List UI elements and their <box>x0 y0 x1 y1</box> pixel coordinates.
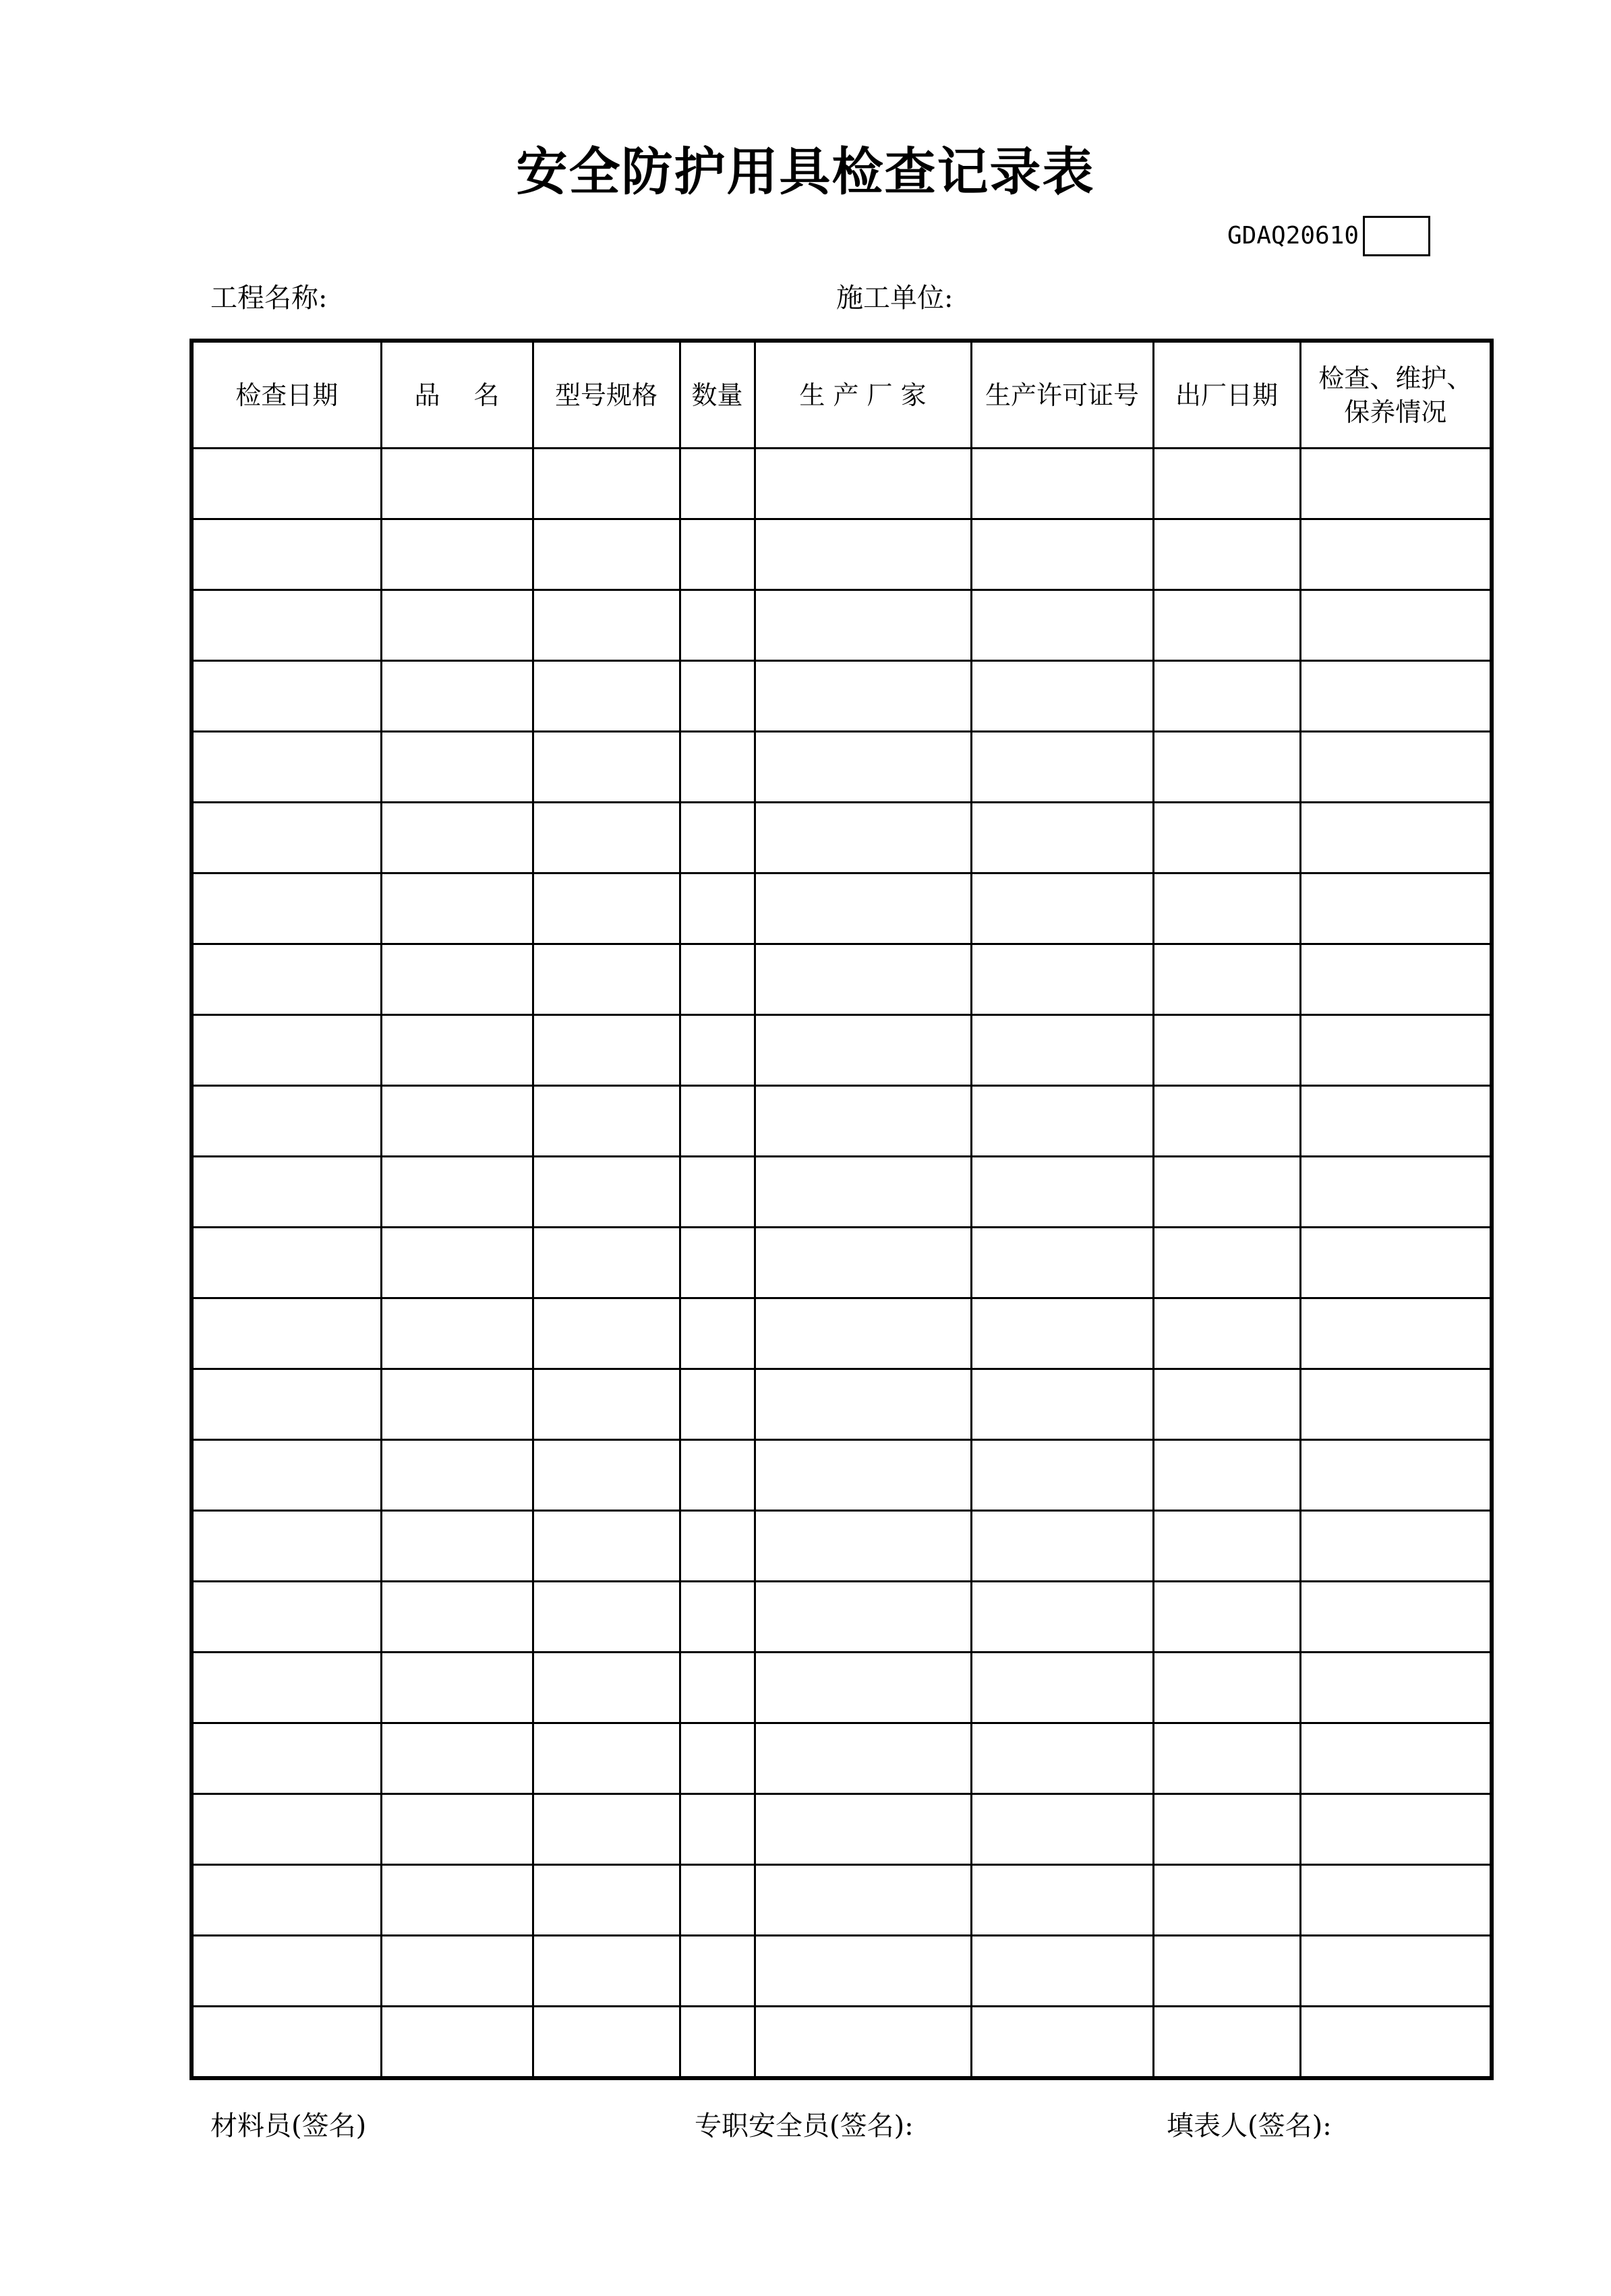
table-cell[interactable] <box>533 944 680 1015</box>
table-cell[interactable] <box>1300 1228 1492 1298</box>
table-cell[interactable] <box>971 449 1153 519</box>
table-cell[interactable] <box>971 590 1153 661</box>
material-clerk-signature-label: 材料员(签名) <box>210 2111 367 2142</box>
table-cell[interactable] <box>1300 1723 1492 1794</box>
column-header-quantity: 数量 <box>680 341 755 449</box>
table-cell[interactable] <box>971 1440 1153 1511</box>
table-cell[interactable] <box>533 1794 680 1865</box>
table-cell[interactable] <box>1153 1228 1300 1298</box>
column-header-check-date: 检查日期 <box>192 341 381 449</box>
table-cell[interactable] <box>1300 661 1492 732</box>
table-cell[interactable] <box>755 449 971 519</box>
table-cell[interactable] <box>533 2007 680 2079</box>
table-cell[interactable] <box>971 1298 1153 1369</box>
table-cell[interactable] <box>971 1936 1153 2007</box>
table-row <box>192 1086 1492 1157</box>
table-cell[interactable] <box>680 1582 755 1653</box>
table-cell[interactable] <box>680 1936 755 2007</box>
table-row <box>192 1511 1492 1582</box>
table-cell[interactable] <box>1153 1440 1300 1511</box>
table-cell[interactable] <box>1300 519 1492 590</box>
table-cell[interactable] <box>192 590 381 661</box>
table-cell[interactable] <box>1153 1653 1300 1723</box>
table-cell[interactable] <box>533 1723 680 1794</box>
table-cell[interactable] <box>192 519 381 590</box>
table-row <box>192 732 1492 803</box>
table-row <box>192 1582 1492 1653</box>
table-cell[interactable] <box>1300 1865 1492 1936</box>
table-cell[interactable] <box>533 1157 680 1228</box>
table-cell[interactable] <box>381 1440 533 1511</box>
table-cell[interactable] <box>755 803 971 873</box>
table-cell[interactable] <box>680 1511 755 1582</box>
table-cell[interactable] <box>381 519 533 590</box>
table-cell[interactable] <box>1300 449 1492 519</box>
table-cell[interactable] <box>1153 1865 1300 1936</box>
table-cell[interactable] <box>381 1865 533 1936</box>
table-cell[interactable] <box>755 1653 971 1723</box>
table-cell[interactable] <box>192 1723 381 1794</box>
table-cell[interactable] <box>381 2007 533 2079</box>
table-cell[interactable] <box>1153 1511 1300 1582</box>
table-cell[interactable] <box>192 1865 381 1936</box>
table-cell[interactable] <box>192 1653 381 1723</box>
table-row <box>192 1157 1492 1228</box>
table-cell[interactable] <box>1153 519 1300 590</box>
table-cell[interactable] <box>755 1723 971 1794</box>
table-cell[interactable] <box>381 1298 533 1369</box>
table-cell[interactable] <box>1153 1794 1300 1865</box>
table-cell[interactable] <box>1153 1298 1300 1369</box>
table-cell[interactable] <box>680 1723 755 1794</box>
table-cell[interactable] <box>1300 1653 1492 1723</box>
table-cell[interactable] <box>1153 732 1300 803</box>
table-cell[interactable] <box>533 661 680 732</box>
table-cell[interactable] <box>533 1015 680 1086</box>
table-cell[interactable] <box>971 1015 1153 1086</box>
table-row <box>192 1369 1492 1440</box>
column-header-license-number: 生产许可证号 <box>971 341 1153 449</box>
table-cell[interactable] <box>1153 944 1300 1015</box>
table-cell[interactable] <box>1300 873 1492 944</box>
table-row <box>192 1228 1492 1298</box>
table-cell[interactable] <box>381 873 533 944</box>
table-cell[interactable] <box>971 1157 1153 1228</box>
table-cell[interactable] <box>1300 803 1492 873</box>
table-cell[interactable] <box>680 1369 755 1440</box>
table-cell[interactable] <box>1153 1157 1300 1228</box>
table-cell[interactable] <box>1153 1723 1300 1794</box>
table-cell[interactable] <box>192 1794 381 1865</box>
table-cell[interactable] <box>971 1865 1153 1936</box>
form-code-row <box>1227 214 1430 258</box>
table-cell[interactable] <box>533 803 680 873</box>
table-cell[interactable] <box>680 1157 755 1228</box>
table-cell[interactable] <box>533 1582 680 1653</box>
table-cell[interactable] <box>1153 873 1300 944</box>
table-cell[interactable] <box>755 1936 971 2007</box>
table-cell[interactable] <box>192 1936 381 2007</box>
table-cell[interactable] <box>533 873 680 944</box>
table-cell[interactable] <box>192 1298 381 1369</box>
table-cell[interactable] <box>680 661 755 732</box>
table-cell[interactable] <box>1300 1511 1492 1582</box>
table-cell[interactable] <box>381 1015 533 1086</box>
table-cell[interactable] <box>680 1794 755 1865</box>
table-cell[interactable] <box>381 1794 533 1865</box>
table-row <box>192 1653 1492 1723</box>
table-cell[interactable] <box>1153 1086 1300 1157</box>
table-cell[interactable] <box>192 1086 381 1157</box>
table-cell[interactable] <box>381 1723 533 1794</box>
table-cell[interactable] <box>1153 1582 1300 1653</box>
column-header-product-name: 品 名 <box>381 341 533 449</box>
table-cell[interactable] <box>381 1157 533 1228</box>
table-row <box>192 661 1492 732</box>
table-row <box>192 803 1492 873</box>
table-cell[interactable] <box>755 873 971 944</box>
table-cell[interactable] <box>192 944 381 1015</box>
table-cell[interactable] <box>755 590 971 661</box>
table-cell[interactable] <box>755 2007 971 2079</box>
table-cell[interactable] <box>381 661 533 732</box>
table-cell[interactable] <box>533 1440 680 1511</box>
table-cell[interactable] <box>1300 1582 1492 1653</box>
table-cell[interactable] <box>1300 1015 1492 1086</box>
table-cell[interactable] <box>971 1653 1153 1723</box>
table-cell[interactable] <box>192 661 381 732</box>
table-row <box>192 944 1492 1015</box>
table-cell[interactable] <box>381 944 533 1015</box>
table-cell[interactable] <box>1300 1298 1492 1369</box>
table-cell[interactable] <box>192 1511 381 1582</box>
table-cell[interactable] <box>192 732 381 803</box>
table-cell[interactable] <box>533 1298 680 1369</box>
table-cell[interactable] <box>533 590 680 661</box>
table-cell[interactable] <box>192 1015 381 1086</box>
table-cell[interactable] <box>755 661 971 732</box>
table-cell[interactable] <box>680 449 755 519</box>
table-row <box>192 449 1492 519</box>
table-cell[interactable] <box>1153 449 1300 519</box>
table-cell[interactable] <box>755 1794 971 1865</box>
table-cell[interactable] <box>1153 1369 1300 1440</box>
table-cell[interactable] <box>680 2007 755 2079</box>
table-cell[interactable] <box>755 1157 971 1228</box>
table-cell[interactable] <box>1300 1086 1492 1157</box>
table-cell[interactable] <box>680 590 755 661</box>
table-cell[interactable] <box>680 1228 755 1298</box>
table-cell[interactable] <box>381 803 533 873</box>
table-cell[interactable] <box>192 2007 381 2079</box>
table-cell[interactable] <box>680 873 755 944</box>
table-cell[interactable] <box>755 732 971 803</box>
table-cell[interactable] <box>533 732 680 803</box>
table-cell[interactable] <box>755 1440 971 1511</box>
table-cell[interactable] <box>1300 1936 1492 2007</box>
table-cell[interactable] <box>1153 661 1300 732</box>
table-cell[interactable] <box>533 1511 680 1582</box>
inspection-record-table <box>189 339 1494 2080</box>
table-cell[interactable] <box>755 1582 971 1653</box>
table-cell[interactable] <box>971 1086 1153 1157</box>
table-cell[interactable] <box>1153 1015 1300 1086</box>
table-cell[interactable] <box>192 1157 381 1228</box>
table-cell[interactable] <box>192 1440 381 1511</box>
table-cell[interactable] <box>755 1086 971 1157</box>
table-cell[interactable] <box>755 1865 971 1936</box>
table-cell[interactable] <box>971 1582 1153 1653</box>
column-header-maintenance-status: 检查、维护、 保养情况 <box>1300 341 1492 449</box>
table-cell[interactable] <box>1153 1936 1300 2007</box>
safety-officer-signature-label: 专职安全员(签名): <box>695 2111 914 2142</box>
form-code: GDAQ20610 <box>1227 222 1359 250</box>
table-cell[interactable] <box>1153 2007 1300 2079</box>
form-filler-signature-label: 填表人(签名): <box>1167 2111 1332 2142</box>
column-header-manufacturer: 生 产 厂 家 <box>755 341 971 449</box>
table-cell[interactable] <box>1300 1794 1492 1865</box>
form-number-box[interactable] <box>1363 216 1430 256</box>
table-cell[interactable] <box>680 1865 755 1936</box>
table-cell[interactable] <box>680 803 755 873</box>
table-row <box>192 2007 1492 2079</box>
table-cell[interactable] <box>381 1086 533 1157</box>
table-cell[interactable] <box>971 803 1153 873</box>
construction-unit-label: 施工单位: <box>836 283 954 314</box>
table-cell[interactable] <box>381 590 533 661</box>
column-header-model-spec: 型号规格 <box>533 341 680 449</box>
table-cell[interactable] <box>381 1936 533 2007</box>
table-cell[interactable] <box>533 1653 680 1723</box>
table-cell[interactable] <box>381 1369 533 1440</box>
table-cell[interactable] <box>192 803 381 873</box>
table-row <box>192 1298 1492 1369</box>
table-cell[interactable] <box>971 1369 1153 1440</box>
table-cell[interactable] <box>680 1440 755 1511</box>
table-cell[interactable] <box>971 1794 1153 1865</box>
table-cell[interactable] <box>192 873 381 944</box>
table-cell[interactable] <box>755 1511 971 1582</box>
table-row <box>192 1723 1492 1794</box>
table-row <box>192 1794 1492 1865</box>
table-header-row <box>192 341 1492 449</box>
table-cell[interactable] <box>381 1228 533 1298</box>
table-row <box>192 1865 1492 1936</box>
table-cell[interactable] <box>533 1936 680 2007</box>
table-cell[interactable] <box>971 661 1153 732</box>
table-cell[interactable] <box>971 2007 1153 2079</box>
table-row <box>192 1015 1492 1086</box>
table-cell[interactable] <box>755 519 971 590</box>
table-cell[interactable] <box>680 944 755 1015</box>
table-cell[interactable] <box>755 944 971 1015</box>
table-cell[interactable] <box>755 1015 971 1086</box>
table-cell[interactable] <box>971 944 1153 1015</box>
table-cell[interactable] <box>381 732 533 803</box>
table-cell[interactable] <box>381 1511 533 1582</box>
table-cell[interactable] <box>192 1369 381 1440</box>
table-cell[interactable] <box>1153 803 1300 873</box>
table-cell[interactable] <box>971 519 1153 590</box>
table-cell[interactable] <box>680 1015 755 1086</box>
table-cell[interactable] <box>755 1369 971 1440</box>
table-cell[interactable] <box>680 1298 755 1369</box>
table-cell[interactable] <box>971 1723 1153 1794</box>
table-cell[interactable] <box>1300 732 1492 803</box>
table-cell[interactable] <box>680 519 755 590</box>
table-row <box>192 1936 1492 2007</box>
table-cell[interactable] <box>533 1228 680 1298</box>
table-cell[interactable] <box>1300 1369 1492 1440</box>
table-cell[interactable] <box>971 1511 1153 1582</box>
column-header-manufacture-date: 出厂日期 <box>1153 341 1300 449</box>
table-row <box>192 590 1492 661</box>
table-row <box>192 1440 1492 1511</box>
table-cell[interactable] <box>971 1228 1153 1298</box>
table-cell[interactable] <box>192 1582 381 1653</box>
table-cell[interactable] <box>1300 944 1492 1015</box>
table-cell[interactable] <box>1300 590 1492 661</box>
table-cell[interactable] <box>381 1582 533 1653</box>
table-row <box>192 873 1492 944</box>
table-cell[interactable] <box>192 449 381 519</box>
table-cell[interactable] <box>1153 590 1300 661</box>
table-row <box>192 519 1492 590</box>
table-cell[interactable] <box>1300 1157 1492 1228</box>
table-cell[interactable] <box>1300 1440 1492 1511</box>
table-cell[interactable] <box>533 1865 680 1936</box>
table-cell[interactable] <box>755 1298 971 1369</box>
project-name-label: 工程名称: <box>210 283 328 314</box>
table-cell[interactable] <box>971 732 1153 803</box>
table-cell[interactable] <box>680 1086 755 1157</box>
table-cell[interactable] <box>533 519 680 590</box>
table-cell[interactable] <box>533 449 680 519</box>
table-cell[interactable] <box>755 1228 971 1298</box>
table-cell[interactable] <box>381 1653 533 1723</box>
table-cell[interactable] <box>381 449 533 519</box>
table-cell[interactable] <box>971 873 1153 944</box>
table-cell[interactable] <box>533 1086 680 1157</box>
table-cell[interactable] <box>680 1653 755 1723</box>
table-cell[interactable] <box>533 1369 680 1440</box>
table-cell[interactable] <box>680 732 755 803</box>
page-title: 安全防护用具检查记录表 <box>516 142 1095 202</box>
table-cell[interactable] <box>192 1228 381 1298</box>
table-cell[interactable] <box>1300 2007 1492 2079</box>
